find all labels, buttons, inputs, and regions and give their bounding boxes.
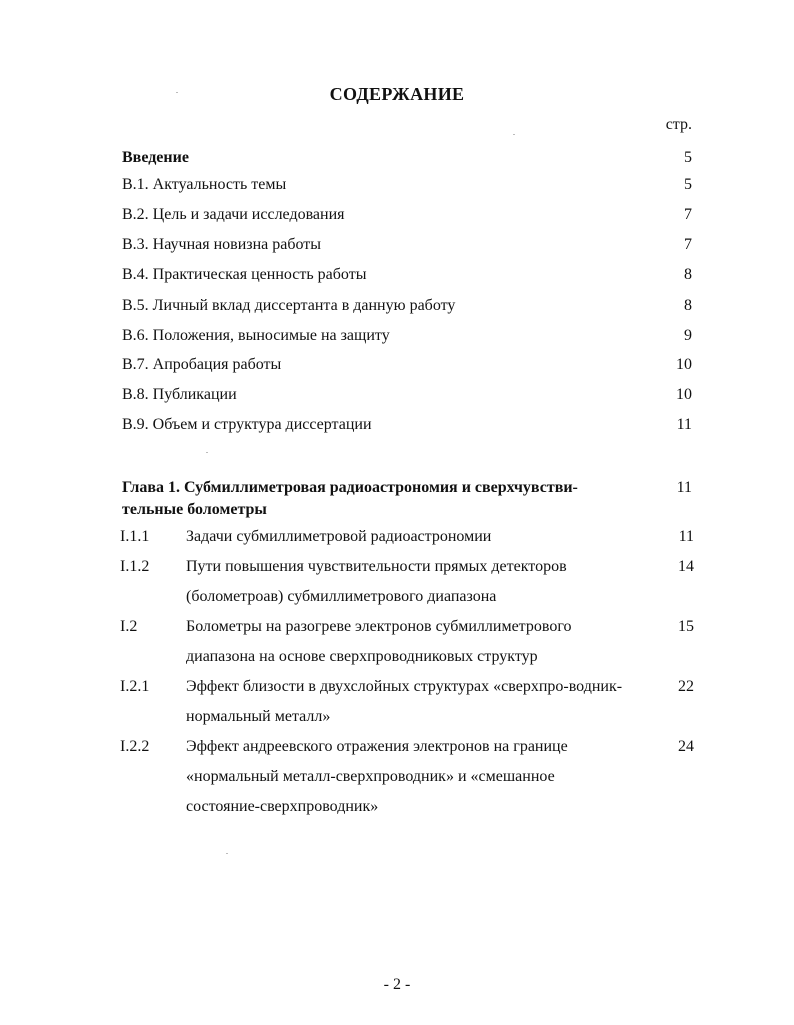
toc-entry-text: В.1. Актуальность темы	[122, 176, 287, 193]
toc-chapter1-heading	[122, 477, 692, 521]
toc-section-number: I.2.2	[120, 738, 150, 755]
toc-page-number: 11	[676, 479, 692, 496]
toc-entry	[122, 380, 692, 410]
toc-entry-text: В.7. Апробация работы	[122, 356, 282, 373]
toc-page-number: 5	[684, 176, 692, 193]
toc-section-number: I.2.1	[120, 678, 150, 695]
toc-section-number: I.1.1	[120, 528, 150, 545]
scan-speck	[206, 452, 208, 453]
toc-page-number: 9	[684, 327, 692, 344]
toc-page-number: 8	[684, 297, 692, 314]
toc-section-number: I.1.2	[120, 558, 150, 575]
toc-intro-heading	[122, 143, 692, 173]
toc-entry-text: Эффект близости в двухслойных структурах «сверхпро-водник-нормальный металл»	[186, 678, 623, 725]
toc-entry-text: Болометры на разогреве электронов субмиллиметрового диапазона на основе сверхпроводниковых структур	[186, 618, 572, 665]
toc-entry	[122, 410, 692, 440]
toc-entry	[122, 260, 692, 290]
toc-page-number: 10	[676, 386, 692, 403]
toc-entry	[122, 230, 692, 260]
toc-entry-text: В.6. Положения, выносимые на защиту	[122, 327, 390, 344]
toc-entry-text: Задачи субмиллиметровой радиоастрономии	[186, 528, 492, 545]
toc-page-number: 7	[684, 206, 692, 223]
toc-page-number: 14	[678, 558, 694, 575]
page-column-label: стр.	[665, 116, 692, 133]
toc-entry-text: В.5. Личный вклад диссертанта в данную работу	[122, 297, 456, 314]
toc-page-number: 7	[684, 236, 692, 253]
toc-page-number: 11	[678, 528, 694, 545]
toc-page-number: 10	[676, 356, 692, 373]
toc-entry-text: Введение	[122, 149, 189, 166]
toc-page-number: 15	[678, 618, 694, 635]
toc-entry	[122, 170, 692, 200]
toc-entry	[122, 321, 692, 351]
toc-section-number: I.2	[120, 618, 138, 635]
toc-entry-text: В.8. Публикации	[122, 386, 237, 403]
toc-page-number: 8	[684, 266, 692, 283]
toc-entry-text: В.9. Объем и структура диссертации	[122, 416, 372, 433]
toc-entry-text: В.3. Научная новизна работы	[122, 236, 322, 253]
scan-speck	[176, 92, 178, 93]
toc-entry	[122, 200, 692, 230]
toc-entry-text: В.4. Практическая ценность работы	[122, 266, 367, 283]
toc-page-number: 5	[684, 149, 692, 166]
toc-entry-text: В.2. Цель и задачи исследования	[122, 206, 345, 223]
toc-page-number: 24	[678, 738, 694, 755]
toc-entry	[122, 291, 692, 321]
toc-entry	[122, 350, 692, 380]
toc-page-number: 22	[678, 678, 694, 695]
toc-entry-text: Эффект андреевского отражения электронов на границе «нормальный металл-сверхпроводник» и «смешанное состояние-сверхпроводник»	[186, 738, 568, 815]
toc-page-number: 11	[676, 416, 692, 433]
scan-speck	[226, 853, 228, 854]
toc-entry-text: Пути повышения чувствительности прямых детекторов (болометроав) субмиллиметрового диапазона	[186, 558, 567, 605]
toc-entry-text: Глава 1. Субмиллиметровая радиоастрономия и сверхчувстви-тельные болометры	[122, 479, 578, 518]
page-footer-number: - 2 -	[383, 976, 411, 993]
scan-speck	[513, 134, 515, 135]
page-title: СОДЕРЖАНИЕ	[329, 84, 465, 104]
